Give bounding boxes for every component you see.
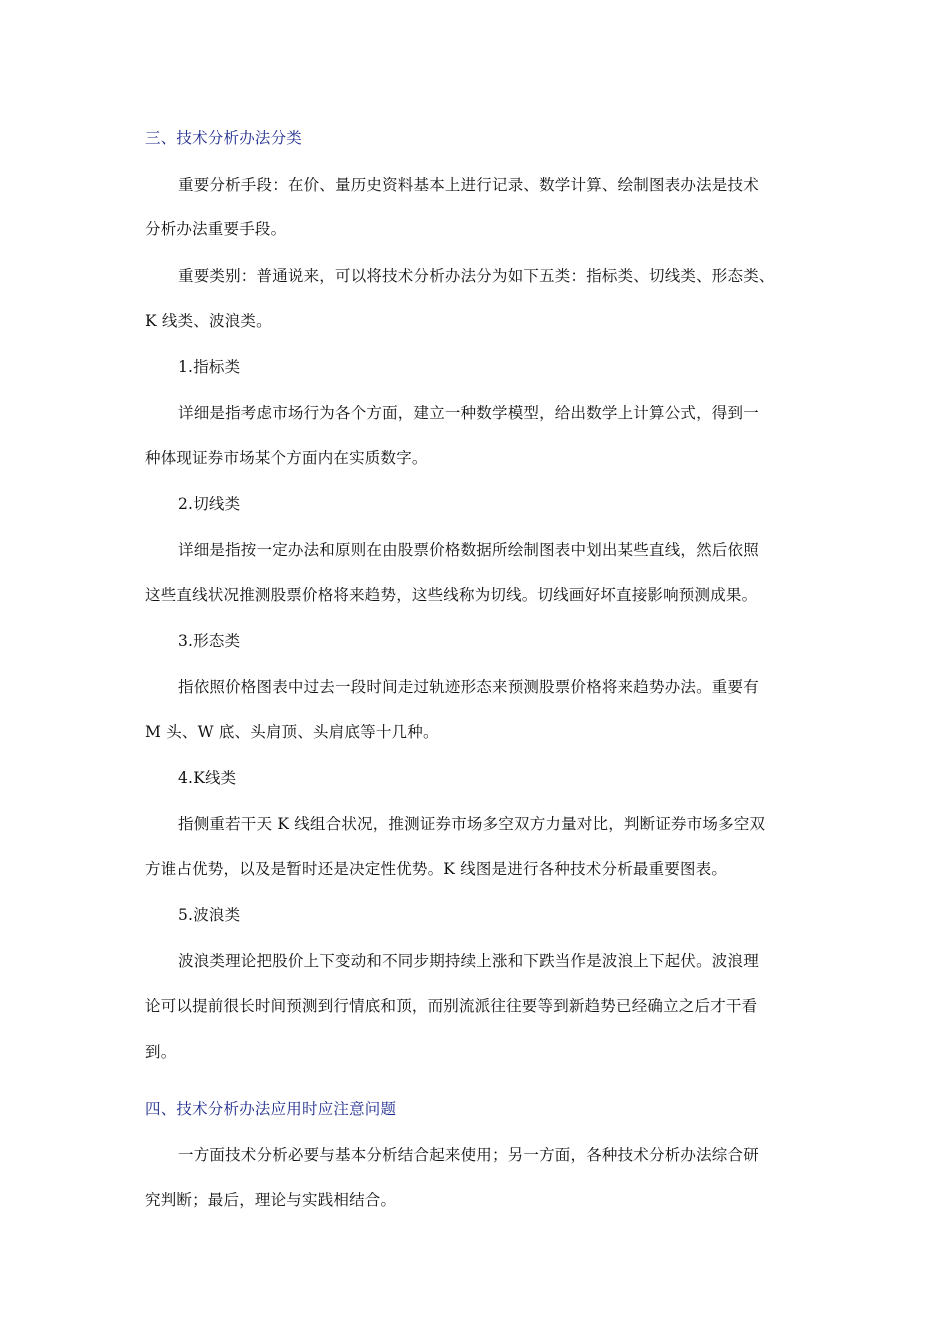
section-4-para-1-line-1: 一方面技术分析必要与基本分析结合起来使用；另一方面，各种技术分析办法综合研: [178, 1146, 759, 1164]
item-2-line-1: 详细是指按一定办法和原则在由股票价格数据所绘制图表中划出某些直线，然后依照: [178, 541, 759, 559]
section-3-para-1-line-1: 重要分析手段：在价、量历史资料基本上进行记录、数学计算、绘制图表办法是技术: [178, 176, 759, 194]
item-1-line-1: 详细是指考虑市场行为各个方面，建立一种数学模型，给出数学上计算公式，得到一: [178, 404, 759, 422]
section-3-para-2-line-1: 重要类别：普通说来，可以将技术分析办法分为如下五类：指标类、切线类、形态类、: [178, 267, 775, 285]
section-3-para-1-line-2: 分析办法重要手段。: [145, 220, 287, 238]
item-3-line-1: 指依照价格图表中过去一段时间走过轨迹形态来预测股票价格将来趋势办法。重要有: [178, 678, 759, 696]
item-3-line-2: M 头、W 底、头肩顶、头肩底等十几种。: [145, 723, 439, 741]
item-5-line-2: 论可以提前很长时间预测到行情底和顶，而别流派往往要等到新趋势已经确立之后才干看: [145, 997, 758, 1015]
item-4-title: 4.K线类: [178, 769, 237, 787]
item-5-title: 5.波浪类: [178, 906, 241, 924]
item-4-line-2: 方谁占优势，以及是暂时还是决定性优势。K 线图是进行各种技术分析最重要图表。: [145, 860, 728, 878]
section-3-para-2-line-2: K 线类、波浪类。: [145, 312, 272, 330]
item-2-line-2: 这些直线状况推测股票价格将来趋势，这些线称为切线。切线画好坏直接影响预测成果。: [145, 586, 758, 604]
item-2-title: 2.切线类: [178, 495, 241, 513]
item-4-line-1: 指侧重若干天 K 线组合状况，推测证券市场多空双方力量对比，判断证券市场多空双: [178, 815, 766, 833]
section-4-heading: 四、技术分析办法应用时应注意问题: [145, 1100, 397, 1118]
item-5-line-1: 波浪类理论把股价上下变动和不同步期持续上涨和下跌当作是波浪上下起伏。波浪理: [178, 952, 759, 970]
section-3-heading: 三、技术分析办法分类: [145, 129, 303, 147]
item-1-title: 1.指标类: [178, 358, 241, 376]
section-4-para-1-line-2: 究判断；最后，理论与实践相结合。: [145, 1191, 397, 1209]
item-5-line-3: 到。: [145, 1043, 177, 1061]
item-3-title: 3.形态类: [178, 632, 241, 650]
item-1-line-2: 种体现证券市场某个方面内在实质数字。: [145, 449, 428, 467]
